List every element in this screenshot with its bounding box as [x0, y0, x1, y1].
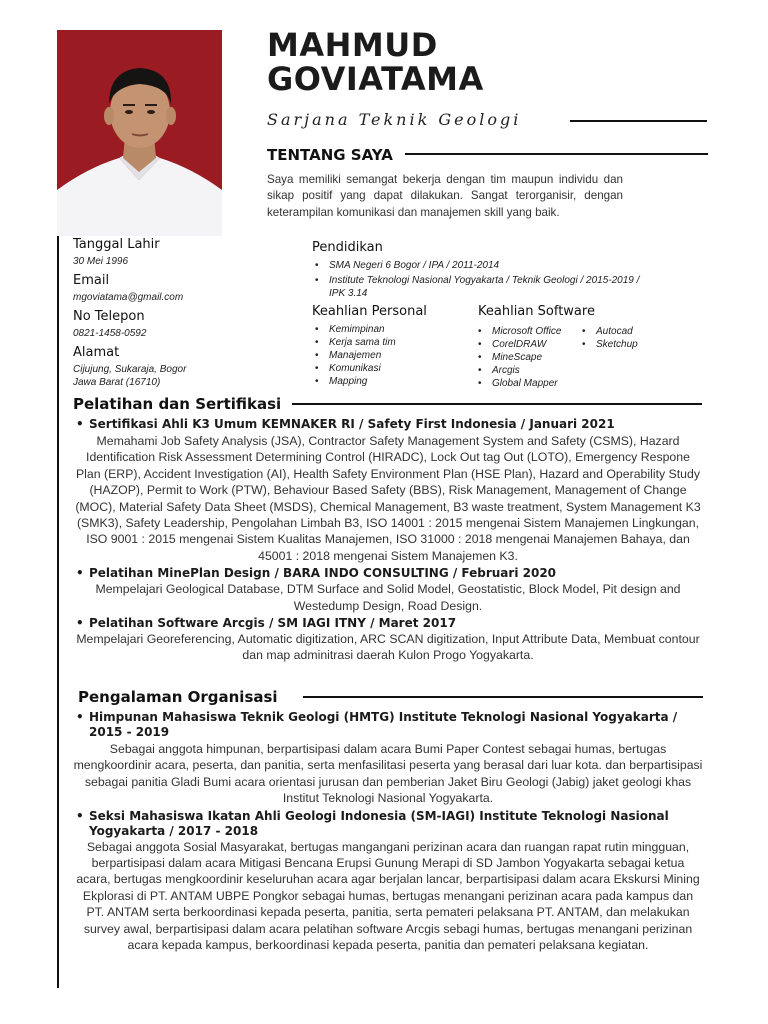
- training-item: [73, 616, 703, 664]
- education-section: [312, 240, 642, 300]
- profile-photo: [57, 30, 222, 236]
- personal-skills-list: [315, 323, 472, 388]
- skill-item: • Kerja sama tim: [315, 336, 472, 349]
- software-list-col1: [478, 325, 588, 390]
- training-title: • Pelatihan Software Arcgis / SM IAGI ITNY / Maret 2017: [73, 616, 703, 631]
- address-line2: Jawa Barat (16710): [73, 377, 161, 388]
- phone-value: 0821-1458-0592: [73, 328, 147, 339]
- left-vertical-line: [57, 236, 59, 988]
- personal-skills-heading: Keahlian Personal: [312, 304, 427, 319]
- training-title: • Sertifikasi Ahli K3 Umum KEMNAKER RI / Safety First Indonesia / Januari 2021: [73, 417, 703, 432]
- software-list-col2: [582, 325, 672, 351]
- training-list: [73, 417, 703, 664]
- training-item: [73, 566, 703, 614]
- address-label: Alamat: [73, 345, 120, 360]
- about-divider: [405, 153, 708, 155]
- organization-list: [73, 710, 703, 953]
- training-desc: Mempelajari Geological Database, DTM Surface and Solid Model, Geostatistic, Block Model, Pit design and Westedump Design, Road Design.: [95, 582, 681, 613]
- education-item: • SMA Negeri 6 Bogor / IPA / 2011-2014: [315, 259, 642, 272]
- phone-label: No Telepon: [73, 309, 145, 324]
- about-heading: TENTANG SAYA: [267, 146, 393, 164]
- software-skills-section: [478, 304, 678, 389]
- training-divider: [292, 403, 702, 405]
- organization-title: • Himpunan Mahasiswa Teknik Geologi (HMTG) Institute Teknologi Nasional Yogyakarta / 2015 - 2019: [73, 710, 703, 740]
- education-item: • Institute Teknologi Nasional Yogyakarta / Teknik Geologi / 2015-2019 / IPK 3.14: [315, 274, 642, 300]
- organization-desc: Sebagai anggota himpunan, berpartisipasi dalam acara Bumi Paper Contest sebagai humas, bertugas mengkoordinir acara, peserta, dan panitia, serta menfasilitasi peserta yang berasal dari luar kota. dan berpartisipasi sebagai panitia Gladi Bumi acara orientasi jurusan dan pemberian Jaket Biru Geologi (Jabig) jaket geologi khas Institut Teknologi Nasional Yogyakarta.: [73, 742, 703, 806]
- software-skills-heading: Keahlian Software: [478, 304, 595, 319]
- email-value: mgoviatama@gmail.com: [73, 292, 184, 303]
- skill-item: • Komunikasi: [315, 362, 472, 375]
- software-item: • Arcgis: [478, 364, 588, 377]
- software-item: • Sketchup: [582, 338, 672, 351]
- personal-skills-section: [312, 304, 472, 388]
- birth-value: 30 Mei 1996: [73, 256, 129, 267]
- software-item: • Global Mapper: [478, 377, 588, 390]
- training-desc: Memahami Job Safety Analysis (JSA), Contractor Safety Management System and Safety (CSMS), Hazard Identification Risk Assessment Determining Control (HIRADC), Lock Out tag Out (LOTO), Emergency Respone Plan (ERP), Accident Investigation (AI), Health Safety Environment Plan (HSE Plan), Hazard and Operability Study (HAZOP), Permit to Work (PTW), Behaviour Based Safety (BBS), Risk Management, Management of Change (MOC), Material Safety Data Sheet (MSDS), Chemical Management, B3 waste treatment, System Management K3 (SMK3), Safety Leadership, Pengolahan Limbah B3, ISO 14001 : 2015 mengenai Sistem Manajemen Lingkungan, ISO 9001 : 2015 mengenai Sistem Kualitas Manajemen, ISO 31000 : 2018 mengenai Manajemen Bahaya, dan 45001 : 2018 mengenai Sistem Manajemen K3.: [75, 434, 701, 563]
- organization-heading: Pengalaman Organisasi: [78, 688, 278, 706]
- email-label: Email: [73, 273, 110, 288]
- education-list: [315, 259, 642, 300]
- software-item: • CorelDRAW: [478, 338, 588, 351]
- skill-item: • Manajemen: [315, 349, 472, 362]
- skill-item: • Mapping: [315, 375, 472, 388]
- about-text: Saya memiliki semangat bekerja dengan tim maupun individu dan sikap positif yang dapat dilakukan. Sangat terorganisir, dengan keterampilan komunikasi dan manajemen skill yang baik.: [267, 173, 623, 219]
- person-name: MAHMUD GOVIATAMA: [267, 26, 484, 98]
- birth-label: Tanggal Lahir: [73, 237, 160, 252]
- degree-title: Sarjana Teknik Geologi: [267, 110, 522, 129]
- contact-section: [73, 237, 253, 389]
- education-heading: Pendidikan: [312, 240, 383, 255]
- organization-desc: Sebagai anggota Sosial Masyarakat, bertugas mangangani perizinan acara dan ruangan rapat rutin mingguan, berpartisipasi dalam acara Mitigasi Bencana Erupsi Gunung Merapi di SD Jambon Yogyakarta sebagai ketua acara, bertugas mengkoordinir keseluruhan acara agar berjalan lancar, berpartisipasi dalam acara Ekskursi Mining Ekplorasi di PT. ANTAM UBPE Pongkor sebagai humas, bertugas menangani perizinan acara pada kampus dan PT. ANTAM serta berkoordinasi kepada peserta, panitia, serta pemateri pelaksana PT. ANTAM, dan melakukan survey awal, berpartisipasi dalam acara pelatihan software Arcgis sebagi humas, bertugas menangani perizinan acara kepada kampus, berkoordinasi kepada peserta, panitia dan pemateri pelaksana kegiatan.: [76, 839, 700, 953]
- address-line1: Cijujung, Sukaraja, Bogor: [73, 364, 187, 375]
- organization-item: [73, 809, 703, 954]
- training-item: [73, 417, 703, 564]
- organization-divider: [303, 696, 703, 698]
- skill-item: • Kemimpinan: [315, 323, 472, 336]
- organization-item: [73, 710, 703, 807]
- training-heading: Pelatihan dan Sertifikasi: [73, 395, 282, 413]
- training-desc: Mempelajari Georeferencing, Automatic digitization, ARC SCAN digitization, Input Attribute Data, Membuat contour dan map adminitrasi daerah Kulon Progo Yogyakarta.: [76, 632, 700, 663]
- software-item: • MineScape: [478, 351, 588, 364]
- title-divider: [570, 120, 707, 122]
- training-title: • Pelatihan MinePlan Design / BARA INDO CONSULTING / Februari 2020: [73, 566, 703, 581]
- software-item: • Autocad: [582, 325, 672, 338]
- software-item: • Microsoft Office: [478, 325, 588, 338]
- organization-title: • Seksi Mahasiswa Ikatan Ahli Geologi Indonesia (SM-IAGI) Institute Teknologi Nasional Yogyakarta / 2017 - 2018: [73, 809, 703, 839]
